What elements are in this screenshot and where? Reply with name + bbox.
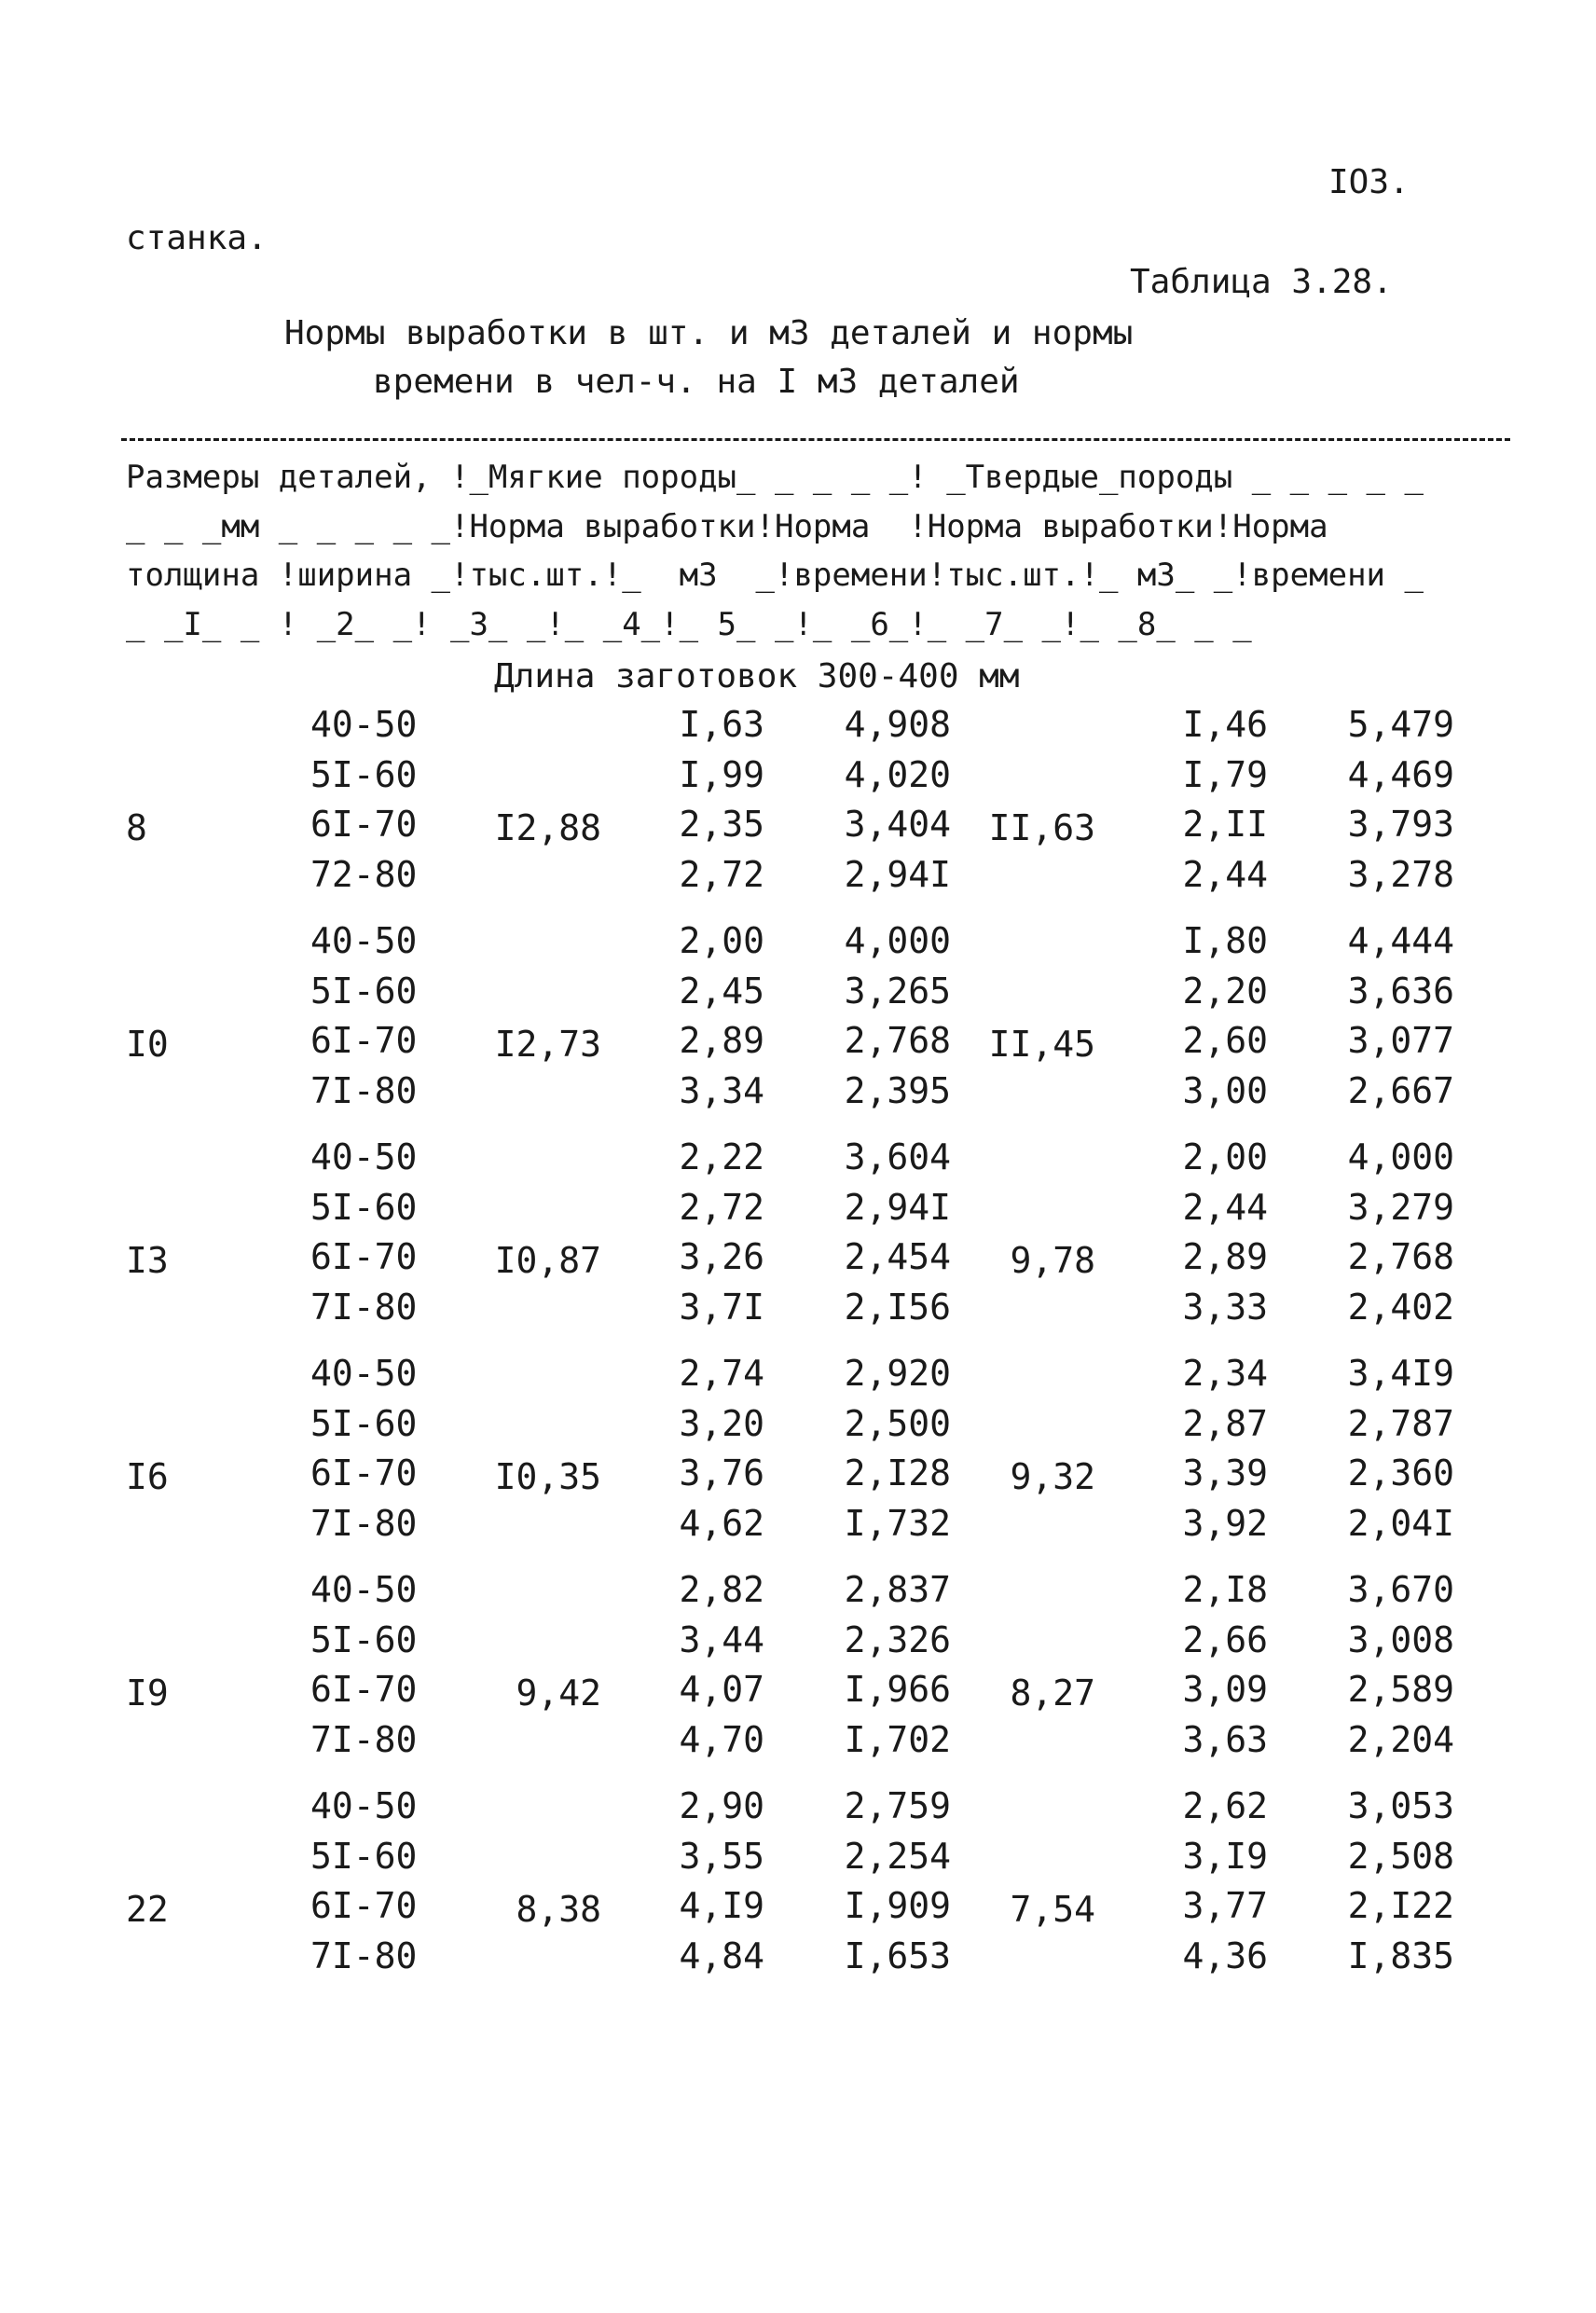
cell-width: 72-80 bbox=[310, 853, 418, 895]
cell-width: 40-50 bbox=[310, 1353, 418, 1394]
cell-soft-m3: 2,74 bbox=[679, 1353, 764, 1394]
cell-hard-m3: 2,44 bbox=[1182, 1186, 1268, 1228]
cell-hard-m3: 3,63 bbox=[1182, 1718, 1268, 1760]
cell-width: 5I-60 bbox=[310, 1402, 418, 1444]
cell-width: 40-50 bbox=[310, 704, 418, 745]
cell-soft-m3: 2,72 bbox=[679, 1186, 764, 1228]
cell-soft-time: 3,265 bbox=[844, 970, 951, 1012]
hard-thousand-pieces: 9,32 bbox=[1010, 1456, 1095, 1497]
cell-hard-m3: 4,36 bbox=[1182, 1934, 1268, 1976]
cell-width: 40-50 bbox=[310, 1785, 418, 1826]
thickness-value: I0 bbox=[126, 1024, 169, 1065]
cell-soft-m3: 3,44 bbox=[679, 1618, 764, 1660]
cell-hard-time: 2,768 bbox=[1347, 1236, 1454, 1277]
table-title-line2: времени в чел-ч. на I м3 деталей bbox=[373, 363, 1020, 401]
cell-width: 7I-80 bbox=[310, 1286, 418, 1328]
table-title-line1: Нормы выработки в шт. и м3 деталей и нормы bbox=[284, 314, 1134, 352]
thickness-value: I9 bbox=[126, 1673, 169, 1714]
cell-soft-m3: 4,62 bbox=[679, 1502, 764, 1544]
cell-soft-m3: 2,22 bbox=[679, 1136, 764, 1177]
cell-hard-time: 4,000 bbox=[1347, 1136, 1454, 1177]
cell-soft-time: 2,759 bbox=[844, 1785, 951, 1826]
cell-soft-time: 2,I28 bbox=[844, 1453, 951, 1494]
cell-width: 40-50 bbox=[310, 920, 418, 961]
cell-hard-m3: 2,34 bbox=[1182, 1353, 1268, 1394]
hard-thousand-pieces: 8,27 bbox=[1010, 1673, 1095, 1714]
cell-hard-time: 4,444 bbox=[1347, 920, 1454, 961]
cell-soft-m3: 4,70 bbox=[679, 1718, 764, 1760]
cell-soft-m3: 4,84 bbox=[679, 1934, 764, 1976]
cell-width: 5I-60 bbox=[310, 970, 418, 1012]
header-row-2: _ _ _мм _ _ _ _ _!Норма выработки!Норма !Норма выработки!Норма bbox=[126, 508, 1328, 545]
cell-soft-time: 2,500 bbox=[844, 1402, 951, 1444]
text-fragment: станка. bbox=[126, 219, 268, 257]
soft-thousand-pieces: 9,42 bbox=[516, 1673, 601, 1714]
cell-hard-time: 2,204 bbox=[1347, 1718, 1454, 1760]
thickness-value: I6 bbox=[126, 1456, 169, 1497]
cell-width: 6I-70 bbox=[310, 1669, 418, 1710]
cell-soft-m3: 2,90 bbox=[679, 1785, 764, 1826]
cell-hard-time: 3,279 bbox=[1347, 1186, 1454, 1228]
cell-soft-time: 2,326 bbox=[844, 1618, 951, 1660]
cell-soft-m3: I,99 bbox=[679, 753, 764, 795]
cell-hard-time: 2,667 bbox=[1347, 1069, 1454, 1111]
cell-hard-m3: 2,89 bbox=[1182, 1236, 1268, 1277]
cell-hard-time: 3,278 bbox=[1347, 853, 1454, 895]
cell-hard-time: 3,008 bbox=[1347, 1618, 1454, 1660]
header-row-1: Размеры деталей, !_Мягкие породы_ _ _ _ _! _Твердые_породы _ _ _ _ _ bbox=[126, 459, 1424, 496]
cell-width: 5I-60 bbox=[310, 1835, 418, 1877]
top-rule bbox=[121, 438, 1510, 441]
cell-soft-m3: 2,82 bbox=[679, 1569, 764, 1610]
header-row-3: толщина !ширина _!тыс.шт.!_ м3 _!времени!тыс.шт.!_ м3_ _!времени _ bbox=[126, 557, 1424, 594]
soft-thousand-pieces: I0,87 bbox=[494, 1240, 601, 1281]
cell-hard-m3: 2,60 bbox=[1182, 1020, 1268, 1061]
cell-hard-m3: 2,20 bbox=[1182, 970, 1268, 1012]
cell-soft-time: I,732 bbox=[844, 1502, 951, 1544]
page-number: IO3. bbox=[1328, 163, 1410, 201]
cell-soft-m3: I,63 bbox=[679, 704, 764, 745]
cell-hard-time: 2,787 bbox=[1347, 1402, 1454, 1444]
cell-soft-m3: 2,45 bbox=[679, 970, 764, 1012]
cell-width: 6I-70 bbox=[310, 1020, 418, 1061]
cell-soft-time: 2,395 bbox=[844, 1069, 951, 1111]
cell-soft-time: 2,I56 bbox=[844, 1286, 951, 1328]
hard-thousand-pieces: II,45 bbox=[988, 1024, 1095, 1065]
cell-soft-time: 2,837 bbox=[844, 1569, 951, 1610]
cell-soft-time: 2,94I bbox=[844, 1186, 951, 1228]
cell-soft-time: I,653 bbox=[844, 1934, 951, 1976]
cell-hard-m3: 2,62 bbox=[1182, 1785, 1268, 1826]
cell-hard-m3: 2,I8 bbox=[1182, 1569, 1268, 1610]
cell-soft-m3: 4,07 bbox=[679, 1669, 764, 1710]
cell-soft-time: 2,94I bbox=[844, 853, 951, 895]
cell-hard-m3: 3,I9 bbox=[1182, 1835, 1268, 1877]
cell-hard-m3: I,79 bbox=[1182, 753, 1268, 795]
cell-width: 6I-70 bbox=[310, 1236, 418, 1277]
cell-soft-time: I,909 bbox=[844, 1885, 951, 1926]
cell-hard-m3: 3,92 bbox=[1182, 1502, 1268, 1544]
cell-soft-time: 2,254 bbox=[844, 1835, 951, 1877]
cell-width: 40-50 bbox=[310, 1569, 418, 1610]
soft-thousand-pieces: I2,88 bbox=[494, 807, 601, 848]
cell-hard-time: 3,053 bbox=[1347, 1785, 1454, 1826]
cell-width: 7I-80 bbox=[310, 1934, 418, 1976]
cell-soft-m3: 3,7I bbox=[679, 1286, 764, 1328]
cell-width: 7I-80 bbox=[310, 1069, 418, 1111]
cell-hard-m3: 3,00 bbox=[1182, 1069, 1268, 1111]
cell-soft-time: 3,404 bbox=[844, 804, 951, 845]
cell-width: 40-50 bbox=[310, 1136, 418, 1177]
header-row-4: _ _I_ _ ! _2_ _! _3_ _!_ _4_!_ 5_ _!_ _6_!_ _7_ _!_ _8_ _ _ bbox=[126, 606, 1252, 643]
length-subheading: Длина заготовок 300-400 мм bbox=[494, 657, 1020, 695]
cell-soft-m3: 3,34 bbox=[679, 1069, 764, 1111]
thickness-value: 22 bbox=[126, 1889, 169, 1930]
hard-thousand-pieces: 7,54 bbox=[1010, 1889, 1095, 1930]
cell-hard-m3: I,80 bbox=[1182, 920, 1268, 961]
cell-soft-m3: 3,76 bbox=[679, 1453, 764, 1494]
cell-soft-time: 4,908 bbox=[844, 704, 951, 745]
cell-soft-time: 2,768 bbox=[844, 1020, 951, 1061]
table-label: Таблица 3.28. bbox=[1130, 263, 1393, 301]
cell-width: 6I-70 bbox=[310, 804, 418, 845]
cell-soft-time: I,966 bbox=[844, 1669, 951, 1710]
cell-hard-time: 3,636 bbox=[1347, 970, 1454, 1012]
cell-soft-time: 3,604 bbox=[844, 1136, 951, 1177]
cell-hard-m3: 3,39 bbox=[1182, 1453, 1268, 1494]
cell-width: 5I-60 bbox=[310, 1186, 418, 1228]
cell-hard-time: 2,508 bbox=[1347, 1835, 1454, 1877]
cell-soft-time: I,702 bbox=[844, 1718, 951, 1760]
cell-hard-time: 2,I22 bbox=[1347, 1885, 1454, 1926]
cell-soft-m3: 4,I9 bbox=[679, 1885, 764, 1926]
cell-hard-m3: 2,87 bbox=[1182, 1402, 1268, 1444]
cell-width: 5I-60 bbox=[310, 753, 418, 795]
cell-hard-m3: 3,77 bbox=[1182, 1885, 1268, 1926]
cell-hard-time: 3,670 bbox=[1347, 1569, 1454, 1610]
cell-soft-m3: 3,26 bbox=[679, 1236, 764, 1277]
cell-soft-time: 2,454 bbox=[844, 1236, 951, 1277]
cell-hard-time: I,835 bbox=[1347, 1934, 1454, 1976]
cell-hard-time: 2,589 bbox=[1347, 1669, 1454, 1710]
cell-hard-time: 2,04I bbox=[1347, 1502, 1454, 1544]
cell-hard-m3: 3,33 bbox=[1182, 1286, 1268, 1328]
cell-soft-time: 4,020 bbox=[844, 753, 951, 795]
cell-hard-m3: 3,09 bbox=[1182, 1669, 1268, 1710]
hard-thousand-pieces: 9,78 bbox=[1010, 1240, 1095, 1281]
cell-hard-time: 4,469 bbox=[1347, 753, 1454, 795]
hard-thousand-pieces: II,63 bbox=[988, 807, 1095, 848]
cell-soft-m3: 3,55 bbox=[679, 1835, 764, 1877]
cell-hard-time: 2,360 bbox=[1347, 1453, 1454, 1494]
cell-width: 5I-60 bbox=[310, 1618, 418, 1660]
cell-hard-m3: I,46 bbox=[1182, 704, 1268, 745]
cell-hard-time: 3,793 bbox=[1347, 804, 1454, 845]
cell-soft-time: 4,000 bbox=[844, 920, 951, 961]
cell-soft-m3: 3,20 bbox=[679, 1402, 764, 1444]
soft-thousand-pieces: I0,35 bbox=[494, 1456, 601, 1497]
cell-hard-m3: 2,66 bbox=[1182, 1618, 1268, 1660]
cell-width: 6I-70 bbox=[310, 1453, 418, 1494]
cell-hard-time: 2,402 bbox=[1347, 1286, 1454, 1328]
cell-hard-time: 3,077 bbox=[1347, 1020, 1454, 1061]
cell-hard-time: 3,4I9 bbox=[1347, 1353, 1454, 1394]
cell-hard-m3: 2,44 bbox=[1182, 853, 1268, 895]
cell-width: 6I-70 bbox=[310, 1885, 418, 1926]
cell-hard-m3: 2,00 bbox=[1182, 1136, 1268, 1177]
cell-soft-m3: 2,89 bbox=[679, 1020, 764, 1061]
soft-thousand-pieces: 8,38 bbox=[516, 1889, 601, 1930]
cell-hard-m3: 2,II bbox=[1182, 804, 1268, 845]
thickness-value: I3 bbox=[126, 1240, 169, 1281]
cell-width: 7I-80 bbox=[310, 1502, 418, 1544]
cell-hard-time: 5,479 bbox=[1347, 704, 1454, 745]
cell-soft-m3: 2,72 bbox=[679, 853, 764, 895]
thickness-value: 8 bbox=[126, 807, 147, 848]
cell-soft-time: 2,920 bbox=[844, 1353, 951, 1394]
cell-width: 7I-80 bbox=[310, 1718, 418, 1760]
soft-thousand-pieces: I2,73 bbox=[494, 1024, 601, 1065]
cell-soft-m3: 2,35 bbox=[679, 804, 764, 845]
cell-soft-m3: 2,00 bbox=[679, 920, 764, 961]
